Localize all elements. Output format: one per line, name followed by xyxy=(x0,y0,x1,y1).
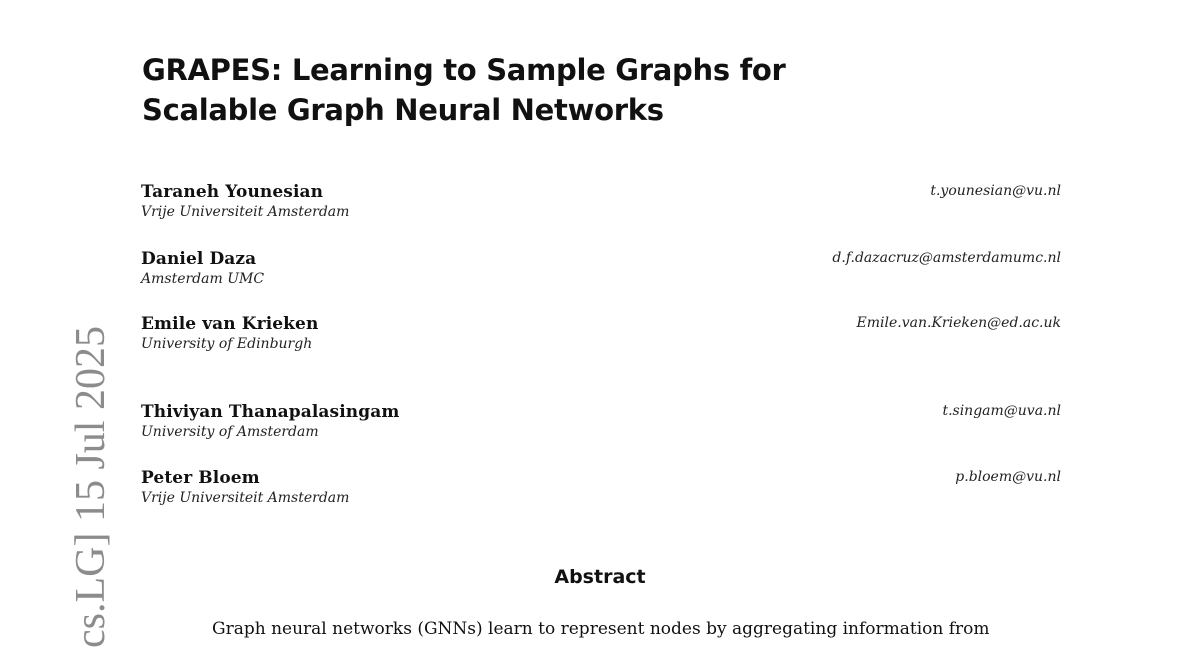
author-affiliation: Vrije Universiteit Amsterdam xyxy=(141,490,350,506)
abstract-text: Graph neural networks (GNNs) learn to represent nodes by aggregating information from xyxy=(212,619,990,639)
author-name: Daniel Daza xyxy=(141,249,257,269)
author-block xyxy=(141,467,1061,511)
author-email: d.f.dazacruz@amsterdamumc.nl xyxy=(832,250,1061,266)
author-email: t.younesian@vu.nl xyxy=(930,183,1061,199)
author-block xyxy=(141,248,1061,292)
paper-title-line-1: GRAPES: Learning to Sample Graphs for xyxy=(142,53,786,87)
author-affiliation: University of Amsterdam xyxy=(141,424,319,440)
author-affiliation: University of Edinburgh xyxy=(141,336,313,352)
author-block xyxy=(141,181,1061,225)
author-affiliation: Amsterdam UMC xyxy=(141,271,265,287)
paper-title-line-2: Scalable Graph Neural Networks xyxy=(142,93,664,127)
author-name: Thiviyan Thanapalasingam xyxy=(141,402,400,422)
author-email: p.bloem@vu.nl xyxy=(955,469,1061,485)
paper-title xyxy=(142,50,902,130)
author-block xyxy=(141,401,1061,445)
author-block xyxy=(141,313,1061,357)
author-name: Taraneh Younesian xyxy=(141,182,324,202)
author-name: Peter Bloem xyxy=(141,468,260,488)
author-name: Emile van Krieken xyxy=(141,314,319,334)
arxiv-stamp: cs.LG] 15 Jul 2025 xyxy=(68,326,114,648)
abstract-heading: Abstract xyxy=(554,566,646,588)
author-affiliation: Vrije Universiteit Amsterdam xyxy=(141,204,350,220)
author-email: Emile.van.Krieken@ed.ac.uk xyxy=(856,315,1061,331)
author-email: t.singam@uva.nl xyxy=(942,403,1061,419)
